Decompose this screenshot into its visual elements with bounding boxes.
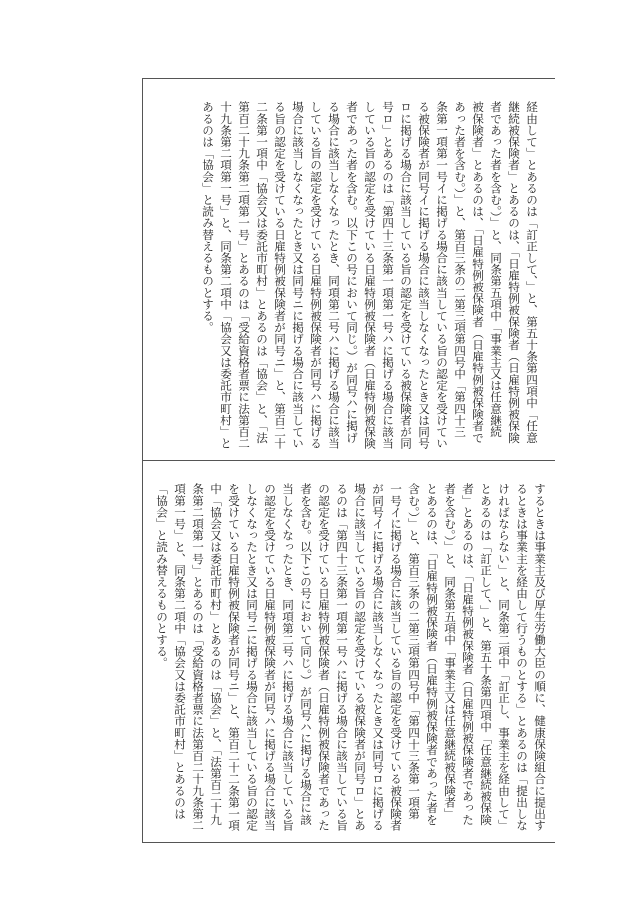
- text-column: の認定を受けている日雇特例被保険者が同号ハに掲げる場合に該当: [263, 483, 277, 831]
- section-divider: [142, 460, 555, 461]
- frame-bottom-border: [142, 842, 555, 843]
- upper-text-block: [199, 101, 541, 457]
- text-column: 場合に該当している旨の認定を受けている被保険者が同号ロ」とあ: [353, 483, 367, 831]
- text-column: 一号イに掲げる場合に該当している旨の認定を受けている被保険者: [389, 483, 403, 831]
- text-column: 者であった者を含む。以下この号において同じ。）が同号ハに掲げ: [345, 101, 359, 444]
- text-column: とあるのは、「日雇特例被保険者（日雇特例被保険者であった者を: [425, 483, 439, 826]
- text-column: 条第二項第一号」とあるのは「受給資格者票に法第百二十九条第二: [191, 483, 205, 831]
- text-column: 号ロ」とあるのは「第四十三条第一項第一号ハに掲げる場合に該当: [381, 101, 395, 449]
- frame-top-border: [142, 78, 555, 79]
- text-column: 十九条第二項第一号」と、同条第二項中「協会又は委託市町村」と: [219, 101, 233, 449]
- text-column: 含む。）」と、第百三条の二第三項第四号中「第四十三条第一項第: [407, 483, 421, 820]
- text-column: している旨の認定を受けている日雇特例被保険者（日雇特例被保険: [363, 101, 377, 449]
- text-column: している旨の認定を受けている日雇特例被保険者が同号ハに掲げる: [309, 101, 323, 449]
- text-column: る場合に該当しなくなったとき、同項第二号ハに掲げる場合に該当: [327, 101, 341, 449]
- text-column: るときは事業主を経由して行うものとする」とあるのは「提出しな: [515, 483, 529, 831]
- text-column: が同号イに掲げる場合に該当しなくなったとき又は同号ロに掲げる: [371, 483, 385, 831]
- text-column: 第百二十九条第二項第一号」とあるのは「受給資格者票に法第百二: [237, 101, 251, 449]
- text-column: る被保険者が同号イに掲げる場合に該当しなくなったとき又は同号: [417, 101, 431, 449]
- lower-text-block: [153, 483, 549, 839]
- text-column: 「協会」と読み替えるものとする。: [155, 483, 169, 669]
- text-column: しなくなったとき又は同号ニに掲げる場合に該当している旨の認定: [245, 483, 259, 831]
- text-column: するときは事業主及び厚生労働大臣の順に、健康保険組合に提出す: [533, 483, 547, 831]
- text-column: ければならない」と、同条第二項中「訂正し、事業主を経由して」: [497, 483, 511, 831]
- text-column: 者であった者を含む。）」と、同条第五項中「事業主又は任意継続: [489, 101, 503, 438]
- text-column: 二条第一項中「協会又は委託市町村」とあるのは「協会」と、「法: [255, 101, 269, 444]
- text-column: 者を含む。）」と、同条第五項中「事業主又は任意継続被保険者」: [443, 483, 457, 820]
- text-column: 中「協会又は委託市町村」とあるのは「協会」と、「法第百二十九: [209, 483, 223, 826]
- text-column: 者」とあるのは、「日雇特例被保険者（日雇特例被保険者であった: [461, 483, 475, 826]
- text-column: 者を含む。以下この号において同じ。）が同号ハに掲げる場合に該: [299, 483, 313, 826]
- text-column: とあるのは「訂正して、」と、第五十条第四項中「任意継続被保険: [479, 483, 493, 826]
- text-column: る旨の認定を受けている日雇特例被保険者が同号ニ」と、第百二十: [273, 101, 287, 449]
- text-column: あるのは「協会」と読み替えるものとする。: [201, 101, 215, 333]
- frame-left-border: [142, 78, 143, 843]
- text-column: 当しなくなったとき、同項第二号ハに掲げる場合に該当している旨: [281, 483, 295, 831]
- text-column: るのは「第四十三条第一項第一号ハに掲げる場合に該当している旨: [335, 483, 349, 831]
- text-column: を受けている日雇特例被保険者が同号ニ」と、第百二十二条第一項: [227, 483, 241, 831]
- text-column: 被保険者」とあるのは、「日雇特例被保険者（日雇特例被保険者で: [471, 101, 485, 444]
- text-column: 経由して」とあるのは「訂正して、」と、第五十条第四項中「任意: [525, 101, 539, 444]
- text-column: あった者を含む。）」と、第百三条の二第三項第四号中「第四十三: [453, 101, 467, 438]
- text-column: ロに掲げる場合に該当している旨の認定を受けている被保険者が同: [399, 101, 413, 449]
- text-column: 条第一項第一号イに掲げる場合に該当している旨の認定を受けてい: [435, 101, 449, 449]
- text-column: の認定を受けている日雇特例被保険者（日雇特例被保険者であった: [317, 483, 331, 831]
- text-column: 場合に該当しなくなったとき又は同号ニに掲げる場合に該当してい: [291, 101, 305, 449]
- text-column: 継続被保険者」とあるのは、「日雇特例被保険者（日雇特例被保険: [507, 101, 521, 444]
- text-column: 項第一号」と、同条第二項中「協会又は委託市町村」とあるのは: [173, 483, 187, 820]
